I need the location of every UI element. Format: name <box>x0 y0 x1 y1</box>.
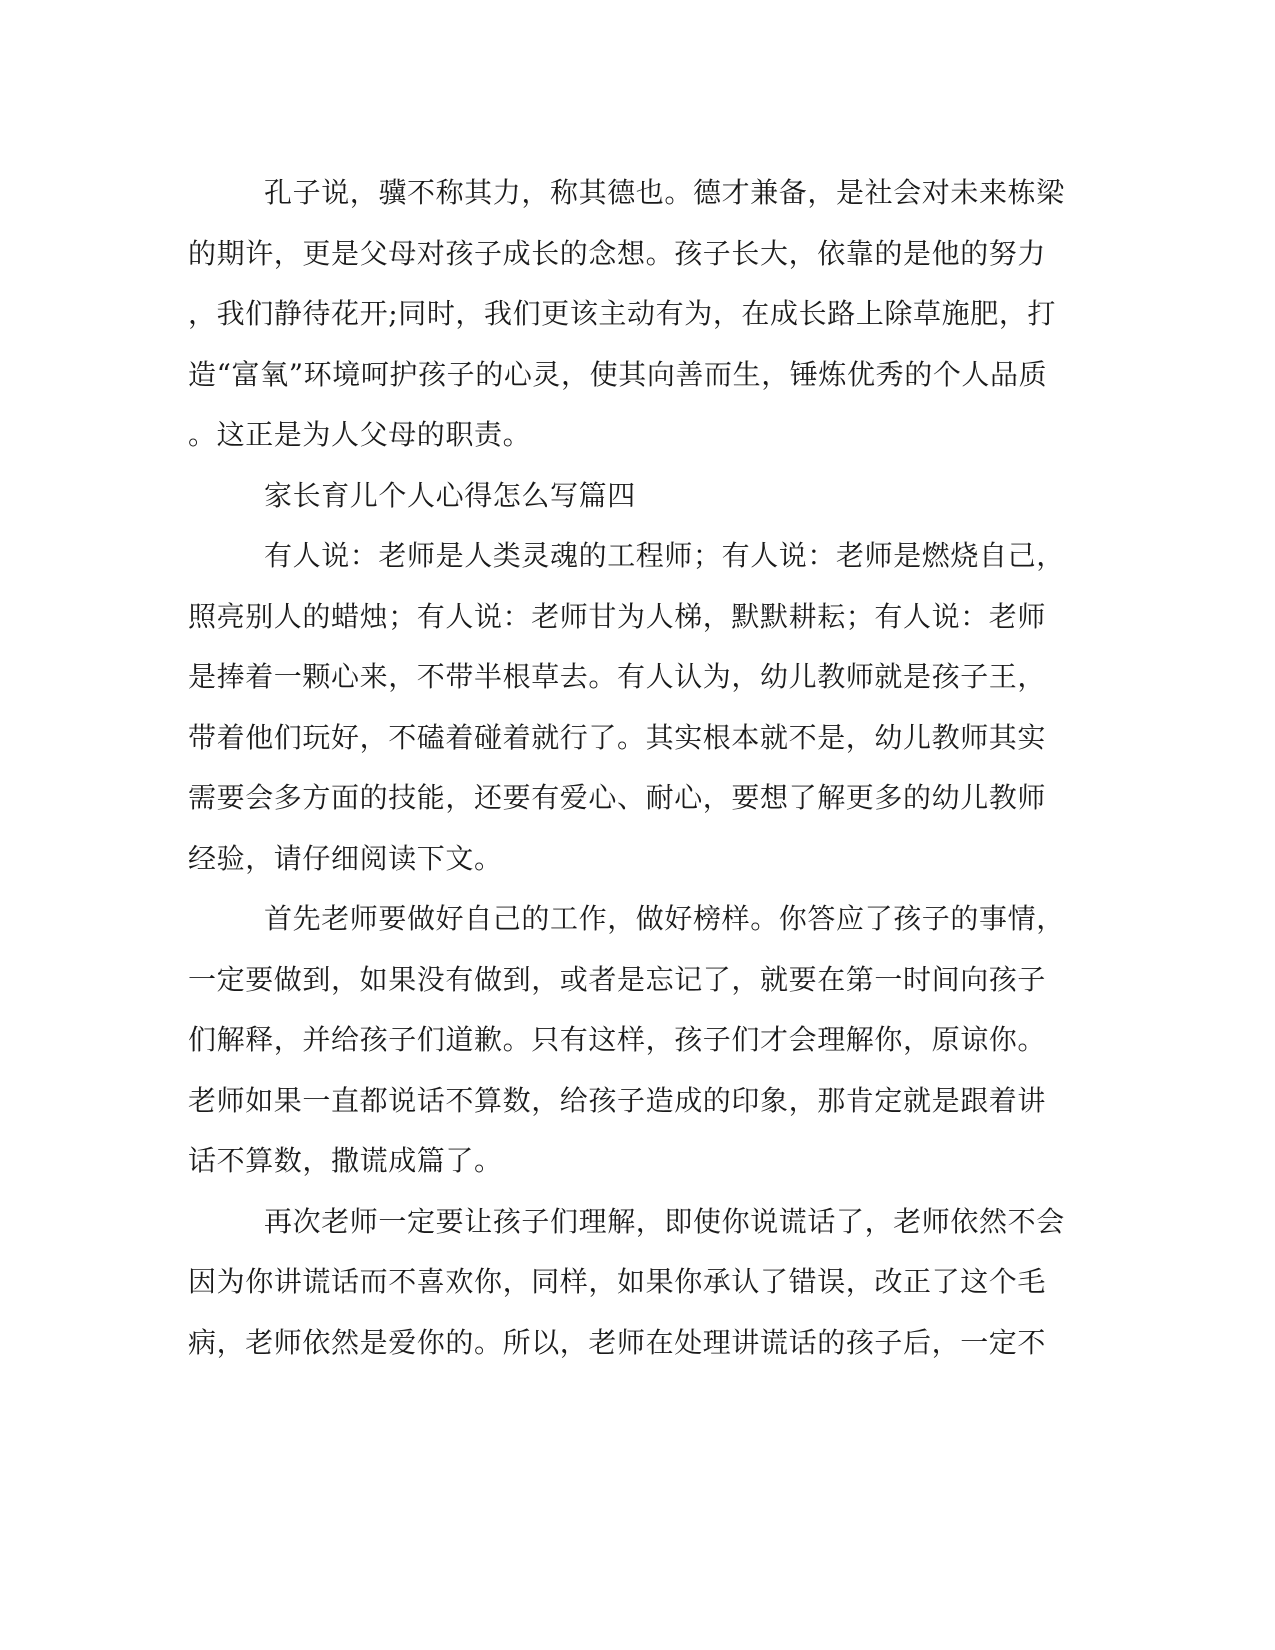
section-heading: 家长育儿个人心得怎么写篇四 <box>264 478 636 512</box>
text-line: 。这正是为人父母的职责。 <box>188 418 532 451</box>
document-body <box>188 163 1088 1373</box>
text-line: 孔子说，骥不称其力，称其德也。德才兼备，是社会对未来栋梁 <box>264 176 1065 209</box>
text-line: 带着他们玩好，不磕着碰着就行了。其实根本就不是，幼儿教师其实 <box>188 720 1047 754</box>
text-line: ，我们静待花开;同时，我们更该主动有为，在成长路上除草施肥，打 <box>188 297 1057 330</box>
text-line: 的期许，更是父母对孩子成长的念想。孩子长大，依靠的是他的努力 <box>188 236 1047 270</box>
text-line: 老师如果一直都说话不算数，给孩子造成的印象，那肯定就是跟着讲 <box>188 1083 1047 1117</box>
text-line: 一定要做到，如果没有做到，或者是忘记了，就要在第一时间向孩子 <box>188 962 1047 996</box>
text-line: 们解释，并给孩子们道歉。只有这样，孩子们才会理解你，原谅你。 <box>188 1023 1047 1056</box>
text-line: 经验，请仔细阅读下文。 <box>188 841 503 875</box>
text-line: 因为你讲谎话而不喜欢你，同样，如果你承认了错误，改正了这个毛 <box>188 1265 1047 1298</box>
text-line: 造“富氧”环境呵护孩子的心灵，使其向善而生，锤炼优秀的个人品质 <box>188 357 1048 391</box>
text-line: 话不算数，撒谎成篇了。 <box>188 1144 503 1177</box>
text-line: 首先老师要做好自己的工作，做好榜样。你答应了孩子的事情， <box>264 902 1065 935</box>
text-line: 病，老师依然是爱你的。所以，老师在处理讲谎话的孩子后，一定不 <box>188 1325 1047 1359</box>
text-line: 是捧着一颗心来，不带半根草去。有人认为，幼儿教师就是孩子王， <box>188 660 1047 693</box>
text-line: 有人说：老师是人类灵魂的工程师；有人说：老师是燃烧自己， <box>264 539 1065 572</box>
text-line: 照亮别人的蜡烛；有人说：老师甘为人梯，默默耕耘；有人说：老师 <box>188 599 1047 633</box>
text-line: 需要会多方面的技能，还要有爱心、耐心，要想了解更多的幼儿教师 <box>188 781 1047 814</box>
text-line: 再次老师一定要让孩子们理解，即使你说谎话了，老师依然不会 <box>264 1204 1065 1238</box>
